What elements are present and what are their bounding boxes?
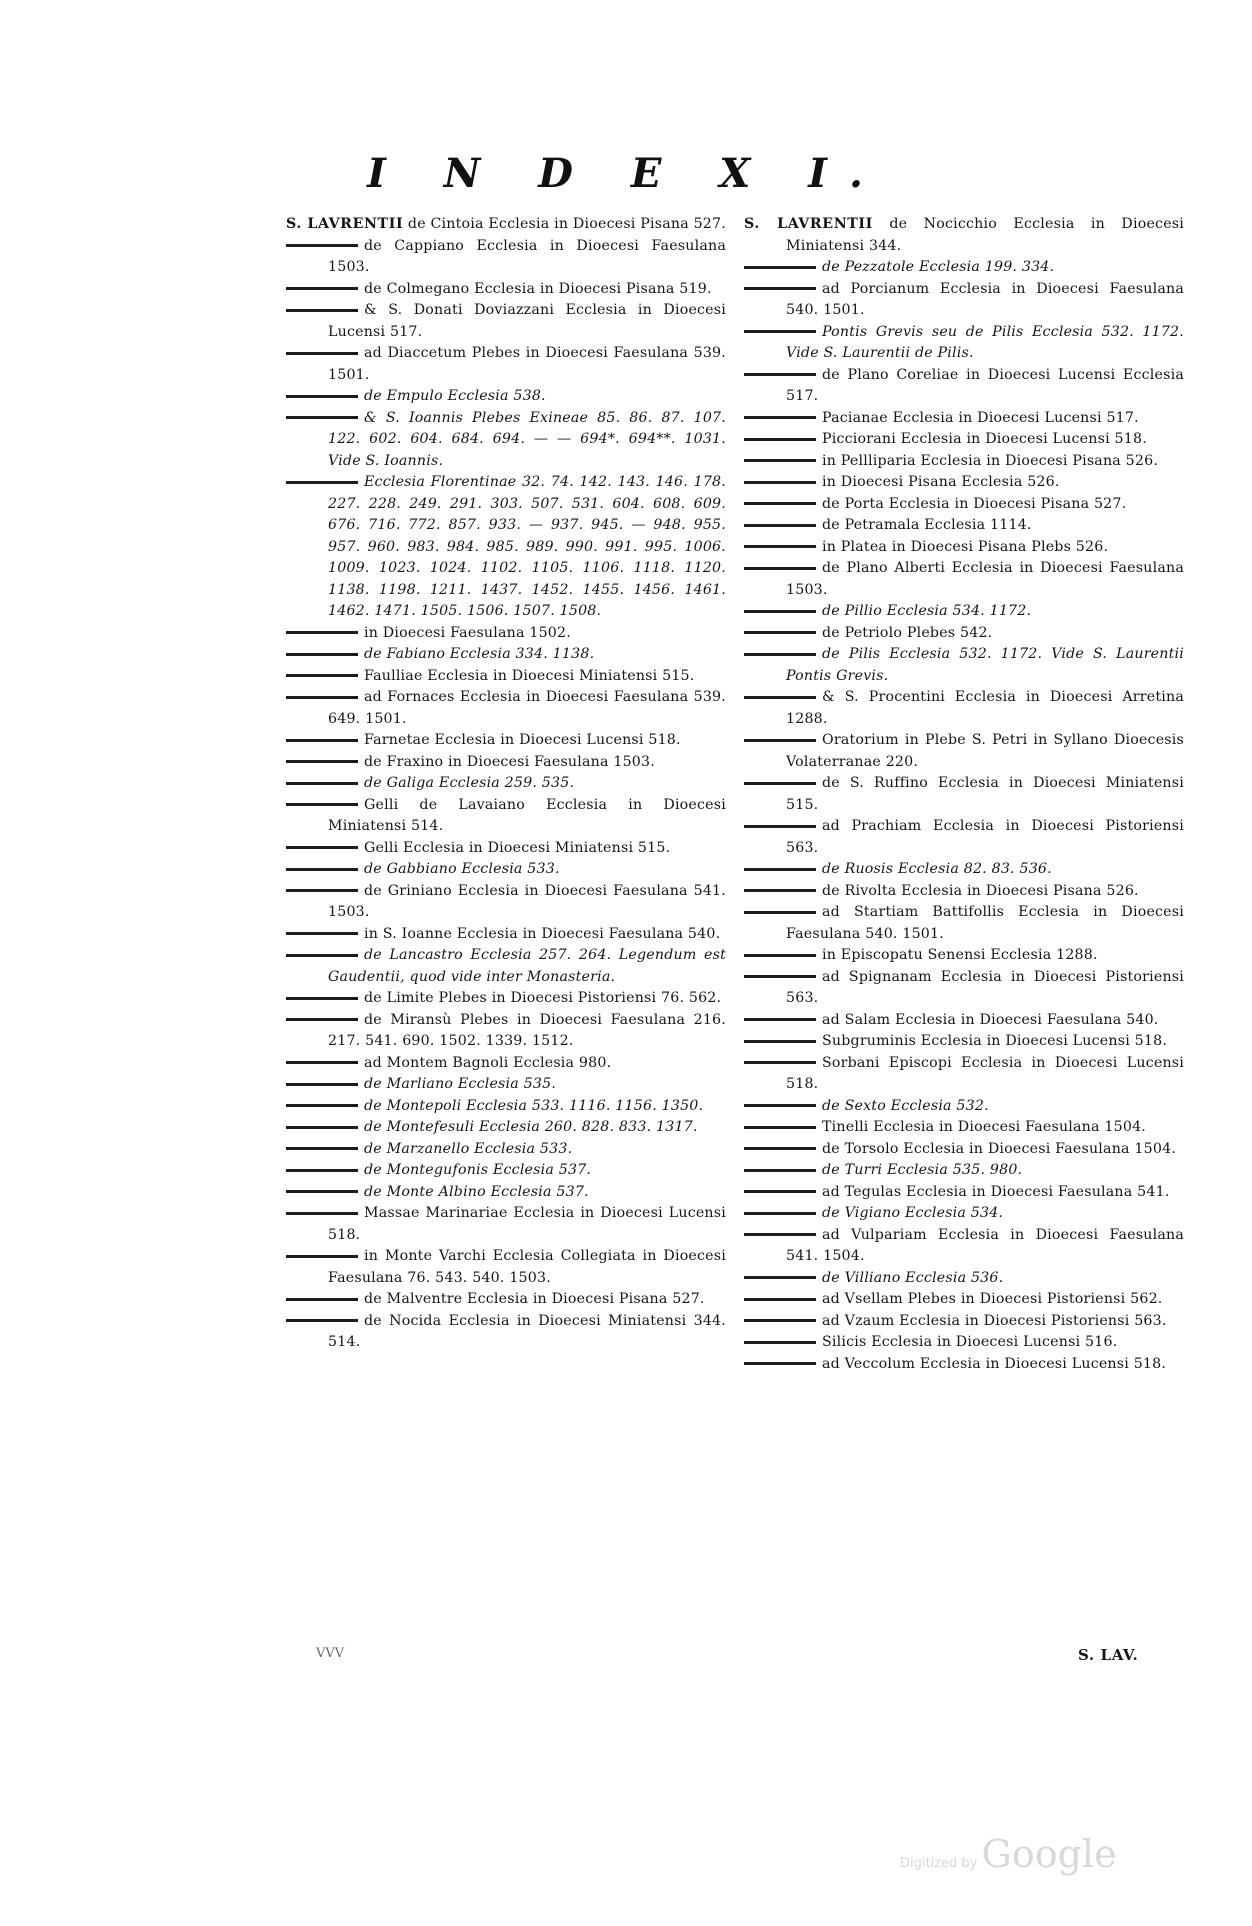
entry-text: ad Startiam Battifollis Ecclesia in Dioecesi Faesulana 540. 1501. xyxy=(786,904,1184,942)
index-entry xyxy=(744,537,1184,559)
entry-text: & S. Ioannis Plebes Exineae 85. 86. 87. 107. 122. 602. 604. 684. 694. — — 694*. 694**. 1031. Vide S. Ioannis. xyxy=(328,409,726,469)
ditto-dash xyxy=(286,846,358,849)
index-entry xyxy=(744,214,1184,257)
index-entry xyxy=(286,1182,726,1204)
entry-text: ad Diaccetum Plebes in Dioecesi Faesulana 539. 1501. xyxy=(328,345,726,383)
index-entry xyxy=(744,773,1184,816)
ditto-dash xyxy=(286,1083,358,1086)
entry-text: de Griniano Ecclesia in Dioecesi Faesulana 541. 1503. xyxy=(328,882,726,920)
ditto-dash xyxy=(286,696,358,699)
entry-text: in Platea in Dioecesi Pisana Plebs 526. xyxy=(822,538,1109,555)
index-entry xyxy=(744,967,1184,1010)
index-entry xyxy=(744,365,1184,408)
ditto-dash xyxy=(744,1147,816,1150)
entry-text: Pontis Grevis seu de Pilis Ecclesia 532. 1172. Vide S. Laurentii de Pilis. xyxy=(786,323,1184,361)
index-entry xyxy=(286,730,726,752)
entry-text: Faulliae Ecclesia in Dioecesi Miniatensi 515. xyxy=(364,667,695,684)
ditto-dash xyxy=(744,524,816,527)
entry-text: Sorbani Episcopi Ecclesia in Dioecesi Lucensi 518. xyxy=(786,1054,1184,1092)
ditto-dash xyxy=(744,545,816,548)
index-column-left xyxy=(286,214,726,1354)
ditto-dash xyxy=(744,696,816,699)
index-entry xyxy=(744,408,1184,430)
page-title: I N D E X I. xyxy=(367,150,885,197)
entry-text: & S. Procentini Ecclesia in Dioecesi Arretina 1288. xyxy=(786,689,1184,727)
index-entry xyxy=(744,1160,1184,1182)
entry-text: ad Spignanam Ecclesia in Dioecesi Pistoriensi 563. xyxy=(786,968,1184,1006)
index-entry xyxy=(286,1289,726,1311)
ditto-dash xyxy=(744,330,816,333)
index-entry xyxy=(744,257,1184,279)
entry-text: ad Montem Bagnoli Ecclesia 980. xyxy=(364,1054,612,1071)
entry-text: de Turri Ecclesia 535. 980. xyxy=(822,1162,1023,1178)
index-entry xyxy=(286,1311,726,1354)
index-entry xyxy=(286,773,726,795)
entry-text: ad Salam Ecclesia in Dioecesi Faesulana 540. xyxy=(822,1011,1159,1028)
ditto-dash xyxy=(744,825,816,828)
ditto-dash xyxy=(286,932,358,935)
index-entry xyxy=(744,730,1184,773)
ditto-dash xyxy=(744,266,816,269)
ditto-dash xyxy=(744,1061,816,1064)
entry-text: de Sexto Ecclesia 532. xyxy=(822,1097,989,1114)
entry-text: Tinelli Ecclesia in Dioecesi Faesulana 1504. xyxy=(822,1119,1146,1135)
index-entry xyxy=(744,1332,1184,1354)
entry-text: in S. Ioanne Ecclesia in Dioecesi Faesulana 540. xyxy=(364,925,721,942)
index-entry xyxy=(744,1354,1184,1376)
catchword: S. LAV. xyxy=(1078,1646,1139,1664)
ditto-dash xyxy=(744,567,816,570)
entry-text: ad Vzaum Ecclesia in Dioecesi Pistoriensi 563. xyxy=(822,1312,1167,1329)
ditto-dash xyxy=(744,954,816,957)
entry-text: in Monte Varchi Ecclesia Collegiata in Dioecesi Faesulana 76. 543. 540. 1503. xyxy=(328,1248,726,1286)
ditto-dash xyxy=(286,1061,358,1064)
entry-text: in Dioecesi Faesulana 1502. xyxy=(364,624,571,641)
entry-text: de Marliano Ecclesia 535. xyxy=(364,1076,557,1092)
entry-text: de Cappiano Ecclesia in Dioecesi Faesulana 1503. xyxy=(328,237,726,275)
index-entry xyxy=(286,1053,726,1075)
index-entry xyxy=(286,795,726,838)
digitized-watermark xyxy=(900,1832,1117,1876)
index-entry xyxy=(286,644,726,666)
ditto-dash xyxy=(744,1233,816,1236)
ditto-dash xyxy=(286,782,358,785)
index-entry xyxy=(744,472,1184,494)
ditto-dash xyxy=(286,1147,358,1150)
index-entry xyxy=(286,687,726,730)
index-entry xyxy=(286,1074,726,1096)
ditto-dash xyxy=(744,459,816,462)
entry-heading: S. LAVRENTII xyxy=(286,216,404,232)
ditto-dash xyxy=(744,1040,816,1043)
entry-text: de Montepoli Ecclesia 533. 1116. 1156. 1350. xyxy=(364,1097,704,1114)
ditto-dash xyxy=(744,1362,816,1365)
index-entry xyxy=(286,881,726,924)
index-entry xyxy=(286,945,726,988)
index-entry xyxy=(286,343,726,386)
index-entry xyxy=(744,1182,1184,1204)
ditto-dash xyxy=(286,1169,358,1172)
entry-text: Subgruminis Ecclesia in Dioecesi Lucensi 518. xyxy=(822,1033,1168,1049)
index-entry xyxy=(286,1096,726,1118)
ditto-dash xyxy=(744,782,816,785)
ditto-dash xyxy=(744,739,816,742)
entry-text: de Pilis Ecclesia 532. 1172. Vide S. Laurentii Pontis Grevis. xyxy=(786,646,1184,684)
index-entry xyxy=(286,859,726,881)
entry-text: Ecclesia Florentinae 32. 74. 142. 143. 146. 178. 227. 228. 249. 291. 303. 507. 531. 604. 608. 609. 676. 716. 772. 857. 933. — 937. 945. — 948. 955. 957. 960. 983. 984. 985. 989. 990. 991. 995. 1006. 1009. 1023. 1024. 1102. 1105. 1106. 1118. 1120. 1138. 1198. 1211. 1437. 1452. 1455. 1456. 1461. 1462. 1471. 1505. 1506. 1507. 1508. xyxy=(328,474,726,619)
index-entry xyxy=(744,816,1184,859)
index-entry xyxy=(744,1311,1184,1333)
index-entry xyxy=(286,1203,726,1246)
entry-text: de Porta Ecclesia in Dioecesi Pisana 527. xyxy=(822,495,1127,512)
entry-text: de Montefesuli Ecclesia 260. 828. 833. 1317. xyxy=(364,1119,698,1135)
entry-text: in Dioecesi Pisana Ecclesia 526. xyxy=(822,474,1060,490)
ditto-dash xyxy=(286,889,358,892)
ditto-dash xyxy=(286,1190,358,1193)
ditto-dash xyxy=(286,1104,358,1107)
ditto-dash xyxy=(286,868,358,871)
index-entry xyxy=(286,666,726,688)
entry-text: de Vigiano Ecclesia 534. xyxy=(822,1205,1004,1221)
entry-text: de Galiga Ecclesia 259. 535. xyxy=(364,775,575,791)
entry-text: Pacianae Ecclesia in Dioecesi Lucensi 517. xyxy=(822,409,1139,426)
ditto-dash xyxy=(286,309,358,312)
ditto-dash xyxy=(744,1126,816,1129)
index-entry xyxy=(744,687,1184,730)
entry-text: Picciorani Ecclesia in Dioecesi Lucensi 518. xyxy=(822,431,1147,447)
index-entry xyxy=(744,601,1184,623)
entry-text: de Rivolta Ecclesia in Dioecesi Pisana 526. xyxy=(822,882,1139,899)
entry-text: de Miransù Plebes in Dioecesi Faesulana 216. 217. 541. 690. 1502. 1339. 1512. xyxy=(328,1011,726,1049)
entry-text: de S. Ruffino Ecclesia in Dioecesi Miniatensi 515. xyxy=(786,775,1184,813)
index-entry xyxy=(286,752,726,774)
ditto-dash xyxy=(744,1169,816,1172)
index-entry xyxy=(286,236,726,279)
watermark-prefix: Digitized by xyxy=(900,1856,978,1871)
index-entry xyxy=(744,279,1184,322)
ditto-dash xyxy=(286,1319,358,1322)
ditto-dash xyxy=(744,911,816,914)
entry-text: & S. Donati Doviazzani Ecclesia in Dioecesi Lucensi 517. xyxy=(328,302,726,340)
ditto-dash xyxy=(286,244,358,247)
ditto-dash xyxy=(744,631,816,634)
index-entry xyxy=(286,988,726,1010)
ditto-dash xyxy=(744,1212,816,1215)
entry-text: de Torsolo Ecclesia in Dioecesi Faesulana 1504. xyxy=(822,1140,1177,1157)
entry-text: ad Porcianum Ecclesia in Dioecesi Faesulana 540. 1501. xyxy=(786,280,1184,318)
index-entry xyxy=(286,214,726,236)
entry-text: ad Prachiam Ecclesia in Dioecesi Pistoriensi 563. xyxy=(786,818,1184,856)
index-entry xyxy=(744,1096,1184,1118)
entry-text: de Montegufonis Ecclesia 537. xyxy=(364,1162,592,1178)
ditto-dash xyxy=(744,1276,816,1279)
entry-text: de Malventre Ecclesia in Dioecesi Pisana 527. xyxy=(364,1291,705,1307)
index-entry xyxy=(744,1289,1184,1311)
entry-text: de Villiano Ecclesia 536. xyxy=(822,1269,1004,1286)
index-entry xyxy=(286,386,726,408)
index-entry xyxy=(286,472,726,623)
entry-text: Silicis Ecclesia in Dioecesi Lucensi 516. xyxy=(822,1334,1118,1350)
entry-text: de Marzanello Ecclesia 533. xyxy=(364,1140,573,1157)
entry-text: de Monte Albino Ecclesia 537. xyxy=(364,1183,589,1200)
entry-text: Farnetae Ecclesia in Dioecesi Lucensi 518. xyxy=(364,732,681,748)
ditto-dash xyxy=(286,1255,358,1258)
entry-heading: S. LAVRENTII xyxy=(744,216,873,232)
index-entry xyxy=(744,1053,1184,1096)
index-column-right xyxy=(744,214,1184,1375)
index-entry xyxy=(286,1139,726,1161)
index-entry xyxy=(744,429,1184,451)
entry-text: ad Vsellam Plebes in Dioecesi Pistoriensi 562. xyxy=(822,1291,1163,1307)
ditto-dash xyxy=(286,416,358,419)
ditto-dash xyxy=(744,1104,816,1107)
index-entry xyxy=(744,1225,1184,1268)
ditto-dash xyxy=(286,287,358,290)
ditto-dash xyxy=(744,653,816,656)
entry-text: de Fraxino in Dioecesi Faesulana 1503. xyxy=(364,753,655,770)
ditto-dash xyxy=(744,975,816,978)
entry-text: de Nocicchio Ecclesia in Dioecesi Miniatensi 344. xyxy=(786,216,1185,254)
ditto-dash xyxy=(286,997,358,1000)
index-entry xyxy=(286,1117,726,1139)
index-entry xyxy=(744,1031,1184,1053)
ditto-dash xyxy=(286,954,358,957)
ditto-dash xyxy=(286,1298,358,1301)
google-logo: Google xyxy=(981,1832,1117,1876)
entry-text: ad Veccolum Ecclesia in Dioecesi Lucensi 518. xyxy=(822,1355,1167,1372)
signature-mark: VVV xyxy=(316,1646,345,1661)
index-entry xyxy=(744,1268,1184,1290)
ditto-dash xyxy=(744,1298,816,1301)
ditto-dash xyxy=(286,481,358,484)
entry-text: de Nocida Ecclesia in Dioecesi Miniatensi 344. 514. xyxy=(328,1312,726,1350)
ditto-dash xyxy=(744,868,816,871)
entry-text: de Lancastro Ecclesia 257. 264. Legendum est Gaudentii, quod vide inter Monasteria. xyxy=(328,947,726,985)
entry-text: Oratorium in Plebe S. Petri in Syllano Dioecesis Volaterranae 220. xyxy=(786,732,1184,770)
entry-text: de Petriolo Plebes 542. xyxy=(822,624,993,641)
index-entry xyxy=(744,945,1184,967)
entry-text: Gelli Ecclesia in Dioecesi Miniatensi 515. xyxy=(364,839,671,856)
entry-text: Massae Marinariae Ecclesia in Dioecesi Lucensi 518. xyxy=(328,1205,726,1243)
index-entry xyxy=(744,881,1184,903)
entry-text: de Plano Alberti Ecclesia in Dioecesi Faesulana 1503. xyxy=(786,560,1184,598)
entry-text: de Cintoia Ecclesia in Dioecesi Pisana 527. xyxy=(407,216,726,232)
index-entry xyxy=(286,1246,726,1289)
ditto-dash xyxy=(744,287,816,290)
index-entry xyxy=(744,558,1184,601)
index-entry xyxy=(744,1139,1184,1161)
ditto-dash xyxy=(286,674,358,677)
ditto-dash xyxy=(744,610,816,613)
entry-text: de Pillio Ecclesia 534. 1172. xyxy=(822,603,1032,619)
entry-text: de Colmegano Ecclesia in Dioecesi Pisana 519. xyxy=(364,280,712,297)
index-entry xyxy=(286,408,726,473)
index-entry xyxy=(744,494,1184,516)
ditto-dash xyxy=(286,631,358,634)
ditto-dash xyxy=(744,438,816,441)
ditto-dash xyxy=(744,502,816,505)
index-entry xyxy=(744,515,1184,537)
entry-text: de Ruosis Ecclesia 82. 83. 536. xyxy=(822,861,1052,877)
entry-text: de Petramala Ecclesia 1114. xyxy=(822,517,1032,533)
ditto-dash xyxy=(286,395,358,398)
entry-text: ad Fornaces Ecclesia in Dioecesi Faesulana 539. 649. 1501. xyxy=(328,689,726,727)
ditto-dash xyxy=(744,1018,816,1021)
ditto-dash xyxy=(286,760,358,763)
ditto-dash xyxy=(744,889,816,892)
index-entry xyxy=(286,300,726,343)
index-entry xyxy=(286,1160,726,1182)
index-entry xyxy=(286,279,726,301)
index-entry xyxy=(744,1010,1184,1032)
index-entry xyxy=(286,623,726,645)
entry-text: de Pezzatole Ecclesia 199. 334. xyxy=(822,259,1055,275)
entry-text: in Pellliparia Ecclesia in Dioecesi Pisana 526. xyxy=(822,452,1159,469)
ditto-dash xyxy=(286,653,358,656)
index-entry xyxy=(744,644,1184,687)
ditto-dash xyxy=(286,1126,358,1129)
entry-text: ad Tegulas Ecclesia in Dioecesi Faesulana 541. xyxy=(822,1183,1170,1200)
entry-text: de Empulo Ecclesia 538. xyxy=(364,388,546,404)
index-entry xyxy=(286,838,726,860)
ditto-dash xyxy=(744,481,816,484)
index-entry xyxy=(744,451,1184,473)
index-entry xyxy=(744,623,1184,645)
ditto-dash xyxy=(744,1319,816,1322)
ditto-dash xyxy=(286,1018,358,1021)
index-entry xyxy=(744,1203,1184,1225)
ditto-dash xyxy=(286,739,358,742)
ditto-dash xyxy=(744,416,816,419)
ditto-dash xyxy=(286,803,358,806)
index-entry xyxy=(744,859,1184,881)
ditto-dash xyxy=(286,352,358,355)
entry-text: Gelli de Lavaiano Ecclesia in Dioecesi Miniatensi 514. xyxy=(328,796,726,834)
entry-text: de Plano Coreliae in Dioecesi Lucensi Ecclesia 517. xyxy=(786,366,1184,404)
entry-text: de Gabbiano Ecclesia 533. xyxy=(364,861,560,877)
entry-text: in Episcopatu Senensi Ecclesia 1288. xyxy=(822,947,1098,963)
entry-text: de Fabiano Ecclesia 334. 1138. xyxy=(364,646,595,662)
index-entry xyxy=(286,924,726,946)
ditto-dash xyxy=(744,1190,816,1193)
index-entry xyxy=(744,902,1184,945)
ditto-dash xyxy=(286,1212,358,1215)
index-entry xyxy=(286,1010,726,1053)
index-entry xyxy=(744,322,1184,365)
ditto-dash xyxy=(744,373,816,376)
ditto-dash xyxy=(744,1341,816,1344)
entry-text: ad Vulpariam Ecclesia in Dioecesi Faesulana 541. 1504. xyxy=(786,1226,1184,1264)
index-entry xyxy=(744,1117,1184,1139)
entry-text: de Limite Plebes in Dioecesi Pistoriensi 76. 562. xyxy=(364,990,722,1006)
